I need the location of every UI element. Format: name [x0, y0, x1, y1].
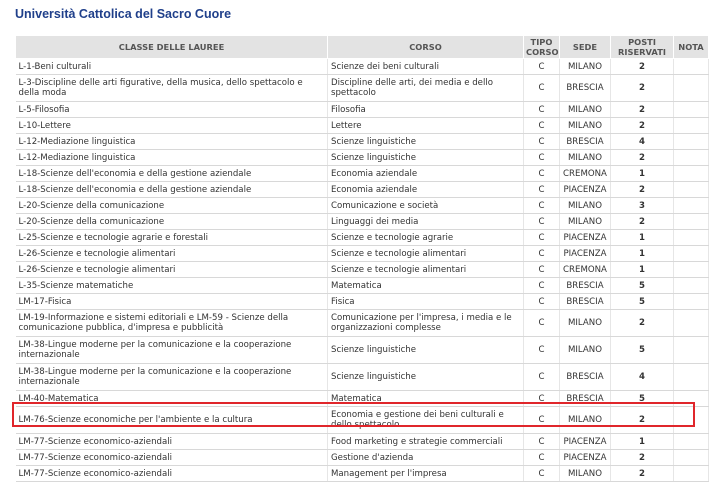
cell-nota	[674, 75, 709, 102]
cell-nota	[674, 262, 709, 278]
cell-nota	[674, 118, 709, 134]
cell-corso: Gestione d'azienda	[328, 450, 524, 466]
cell-classe: L-26-Scienze e tecnologie alimentari	[16, 262, 328, 278]
cell-nota	[674, 391, 709, 407]
table-row	[16, 75, 709, 102]
cell-posti: 1	[611, 246, 674, 262]
cell-nota	[674, 450, 709, 466]
cell-sede: MILANO	[560, 102, 611, 118]
table-header-row	[16, 36, 709, 59]
cell-posti: 2	[611, 407, 674, 434]
cell-classe: LM-19-Informazione e sistemi editoriali e LM-59 - Scienze della comunicazione pubblica, d'impresa e pubblicità	[16, 310, 328, 337]
cell-classe: LM-77-Scienze economico-aziendali	[16, 466, 328, 482]
header-nota: NOTA	[674, 36, 709, 59]
cell-classe: L-18-Scienze dell'economia e della gestione aziendale	[16, 182, 328, 198]
cell-posti: 2	[611, 150, 674, 166]
cell-sede: BRESCIA	[560, 391, 611, 407]
cell-nota	[674, 310, 709, 337]
cell-classe: LM-40-Matematica	[16, 391, 328, 407]
cell-sede: MILANO	[560, 118, 611, 134]
table-row-highlighted	[16, 407, 709, 434]
table-row	[16, 294, 709, 310]
cell-nota	[674, 337, 709, 364]
cell-sede: BRESCIA	[560, 134, 611, 150]
cell-nota	[674, 230, 709, 246]
cell-sede: MILANO	[560, 466, 611, 482]
cell-tipo-corso: C	[524, 364, 560, 391]
cell-sede: CREMONA	[560, 262, 611, 278]
cell-posti: 2	[611, 182, 674, 198]
cell-sede: PIACENZA	[560, 230, 611, 246]
cell-nota	[674, 134, 709, 150]
header-classe: CLASSE DELLE LAUREE	[16, 36, 328, 59]
cell-sede: MILANO	[560, 337, 611, 364]
cell-corso: Filosofia	[328, 102, 524, 118]
cell-corso: Economia e gestione dei beni culturali e dello spettacolo	[328, 407, 524, 434]
page-title: Università Cattolica del Sacro Cuore	[15, 7, 232, 21]
cell-nota	[674, 294, 709, 310]
cell-nota	[674, 214, 709, 230]
cell-corso: Management per l'impresa	[328, 466, 524, 482]
cell-classe: L-20-Scienze della comunicazione	[16, 198, 328, 214]
table-row	[16, 246, 709, 262]
cell-corso: Economia aziendale	[328, 182, 524, 198]
cell-sede: PIACENZA	[560, 450, 611, 466]
cell-corso: Scienze e tecnologie alimentari	[328, 262, 524, 278]
cell-posti: 1	[611, 434, 674, 450]
cell-sede: MILANO	[560, 407, 611, 434]
table-row	[16, 198, 709, 214]
cell-nota	[674, 278, 709, 294]
cell-tipo-corso: C	[524, 310, 560, 337]
cell-tipo-corso: C	[524, 337, 560, 364]
cell-posti: 5	[611, 294, 674, 310]
cell-corso: Food marketing e strategie commerciali	[328, 434, 524, 450]
cell-tipo-corso: C	[524, 59, 560, 75]
header-tipo-corso: TIPO CORSO	[524, 36, 560, 59]
cell-nota	[674, 182, 709, 198]
cell-classe: L-12-Mediazione linguistica	[16, 134, 328, 150]
cell-nota	[674, 198, 709, 214]
table-row	[16, 150, 709, 166]
cell-tipo-corso: C	[524, 294, 560, 310]
cell-nota	[674, 150, 709, 166]
cell-classe: L-25-Scienze e tecnologie agrarie e forestali	[16, 230, 328, 246]
cell-corso: Linguaggi dei media	[328, 214, 524, 230]
cell-classe: LM-38-Lingue moderne per la comunicazione e la cooperazione internazionale	[16, 337, 328, 364]
cell-posti: 5	[611, 278, 674, 294]
cell-nota	[674, 166, 709, 182]
cell-sede: BRESCIA	[560, 294, 611, 310]
cell-sede: MILANO	[560, 59, 611, 75]
cell-nota	[674, 434, 709, 450]
table-row	[16, 278, 709, 294]
table-row	[16, 166, 709, 182]
cell-posti: 3	[611, 198, 674, 214]
cell-nota	[674, 102, 709, 118]
cell-sede: PIACENZA	[560, 182, 611, 198]
table-row	[16, 118, 709, 134]
table-row	[16, 230, 709, 246]
cell-classe: L-12-Mediazione linguistica	[16, 150, 328, 166]
cell-tipo-corso: C	[524, 434, 560, 450]
cell-tipo-corso: C	[524, 214, 560, 230]
cell-corso: Comunicazione e società	[328, 198, 524, 214]
header-sede: SEDE	[560, 36, 611, 59]
cell-classe: LM-17-Fisica	[16, 294, 328, 310]
cell-corso: Matematica	[328, 391, 524, 407]
cell-posti: 2	[611, 450, 674, 466]
cell-posti: 2	[611, 214, 674, 230]
cell-tipo-corso: C	[524, 391, 560, 407]
cell-posti: 2	[611, 118, 674, 134]
cell-corso: Scienze linguistiche	[328, 364, 524, 391]
cell-posti: 1	[611, 262, 674, 278]
cell-classe: L-1-Beni culturali	[16, 59, 328, 75]
cell-tipo-corso: C	[524, 230, 560, 246]
cell-sede: CREMONA	[560, 166, 611, 182]
cell-tipo-corso: C	[524, 466, 560, 482]
cell-classe: L-26-Scienze e tecnologie alimentari	[16, 246, 328, 262]
cell-corso: Scienze linguistiche	[328, 134, 524, 150]
cell-tipo-corso: C	[524, 182, 560, 198]
cell-corso: Lettere	[328, 118, 524, 134]
table-row	[16, 134, 709, 150]
cell-posti: 2	[611, 310, 674, 337]
cell-classe: L-35-Scienze matematiche	[16, 278, 328, 294]
cell-sede: PIACENZA	[560, 434, 611, 450]
cell-tipo-corso: C	[524, 262, 560, 278]
cell-tipo-corso: C	[524, 118, 560, 134]
table-row	[16, 310, 709, 337]
table-row	[16, 391, 709, 407]
cell-posti: 1	[611, 230, 674, 246]
cell-tipo-corso: C	[524, 150, 560, 166]
cell-sede: MILANO	[560, 214, 611, 230]
cell-nota	[674, 246, 709, 262]
cell-classe: LM-76-Scienze economiche per l'ambiente e la cultura	[16, 407, 328, 434]
cell-tipo-corso: C	[524, 246, 560, 262]
table-row	[16, 364, 709, 391]
table-row	[16, 434, 709, 450]
cell-classe: LM-77-Scienze economico-aziendali	[16, 434, 328, 450]
cell-posti: 5	[611, 391, 674, 407]
cell-nota	[674, 466, 709, 482]
cell-classe: L-5-Filosofia	[16, 102, 328, 118]
cell-classe: LM-38-Lingue moderne per la comunicazione e la cooperazione internazionale	[16, 364, 328, 391]
cell-posti: 2	[611, 466, 674, 482]
cell-sede: BRESCIA	[560, 364, 611, 391]
table-row	[16, 102, 709, 118]
cell-posti: 5	[611, 337, 674, 364]
cell-sede: MILANO	[560, 310, 611, 337]
cell-nota	[674, 364, 709, 391]
table-row	[16, 262, 709, 278]
cell-sede: BRESCIA	[560, 75, 611, 102]
cell-corso: Scienze linguistiche	[328, 150, 524, 166]
cell-tipo-corso: C	[524, 75, 560, 102]
cell-posti: 2	[611, 59, 674, 75]
degree-table	[15, 35, 709, 482]
cell-nota	[674, 59, 709, 75]
cell-posti: 1	[611, 166, 674, 182]
cell-corso: Discipline delle arti, dei media e dello spettacolo	[328, 75, 524, 102]
cell-tipo-corso: C	[524, 102, 560, 118]
cell-posti: 4	[611, 364, 674, 391]
cell-nota	[674, 407, 709, 434]
table-row	[16, 450, 709, 466]
cell-sede: MILANO	[560, 150, 611, 166]
table-row	[16, 182, 709, 198]
cell-sede: BRESCIA	[560, 278, 611, 294]
cell-posti: 2	[611, 102, 674, 118]
cell-classe: LM-77-Scienze economico-aziendali	[16, 450, 328, 466]
cell-corso: Scienze dei beni culturali	[328, 59, 524, 75]
header-corso: CORSO	[328, 36, 524, 59]
cell-posti: 2	[611, 75, 674, 102]
cell-tipo-corso: C	[524, 134, 560, 150]
cell-posti: 4	[611, 134, 674, 150]
cell-corso: Matematica	[328, 278, 524, 294]
cell-corso: Scienze e tecnologie alimentari	[328, 246, 524, 262]
cell-tipo-corso: C	[524, 450, 560, 466]
table-row	[16, 214, 709, 230]
table-row	[16, 59, 709, 75]
cell-sede: MILANO	[560, 198, 611, 214]
cell-corso: Economia aziendale	[328, 166, 524, 182]
table-row	[16, 466, 709, 482]
cell-tipo-corso: C	[524, 198, 560, 214]
cell-classe: L-10-Lettere	[16, 118, 328, 134]
cell-corso: Fisica	[328, 294, 524, 310]
cell-corso: Scienze linguistiche	[328, 337, 524, 364]
cell-tipo-corso: C	[524, 278, 560, 294]
cell-tipo-corso: C	[524, 407, 560, 434]
cell-classe: L-3-Discipline delle arti figurative, della musica, dello spettacolo e della moda	[16, 75, 328, 102]
header-posti-riservati: POSTI RISERVATI	[611, 36, 674, 59]
table-row	[16, 337, 709, 364]
cell-tipo-corso: C	[524, 166, 560, 182]
cell-classe: L-18-Scienze dell'economia e della gestione aziendale	[16, 166, 328, 182]
cell-corso: Comunicazione per l'impresa, i media e le organizzazioni complesse	[328, 310, 524, 337]
cell-classe: L-20-Scienze della comunicazione	[16, 214, 328, 230]
cell-corso: Scienze e tecnologie agrarie	[328, 230, 524, 246]
cell-sede: PIACENZA	[560, 246, 611, 262]
